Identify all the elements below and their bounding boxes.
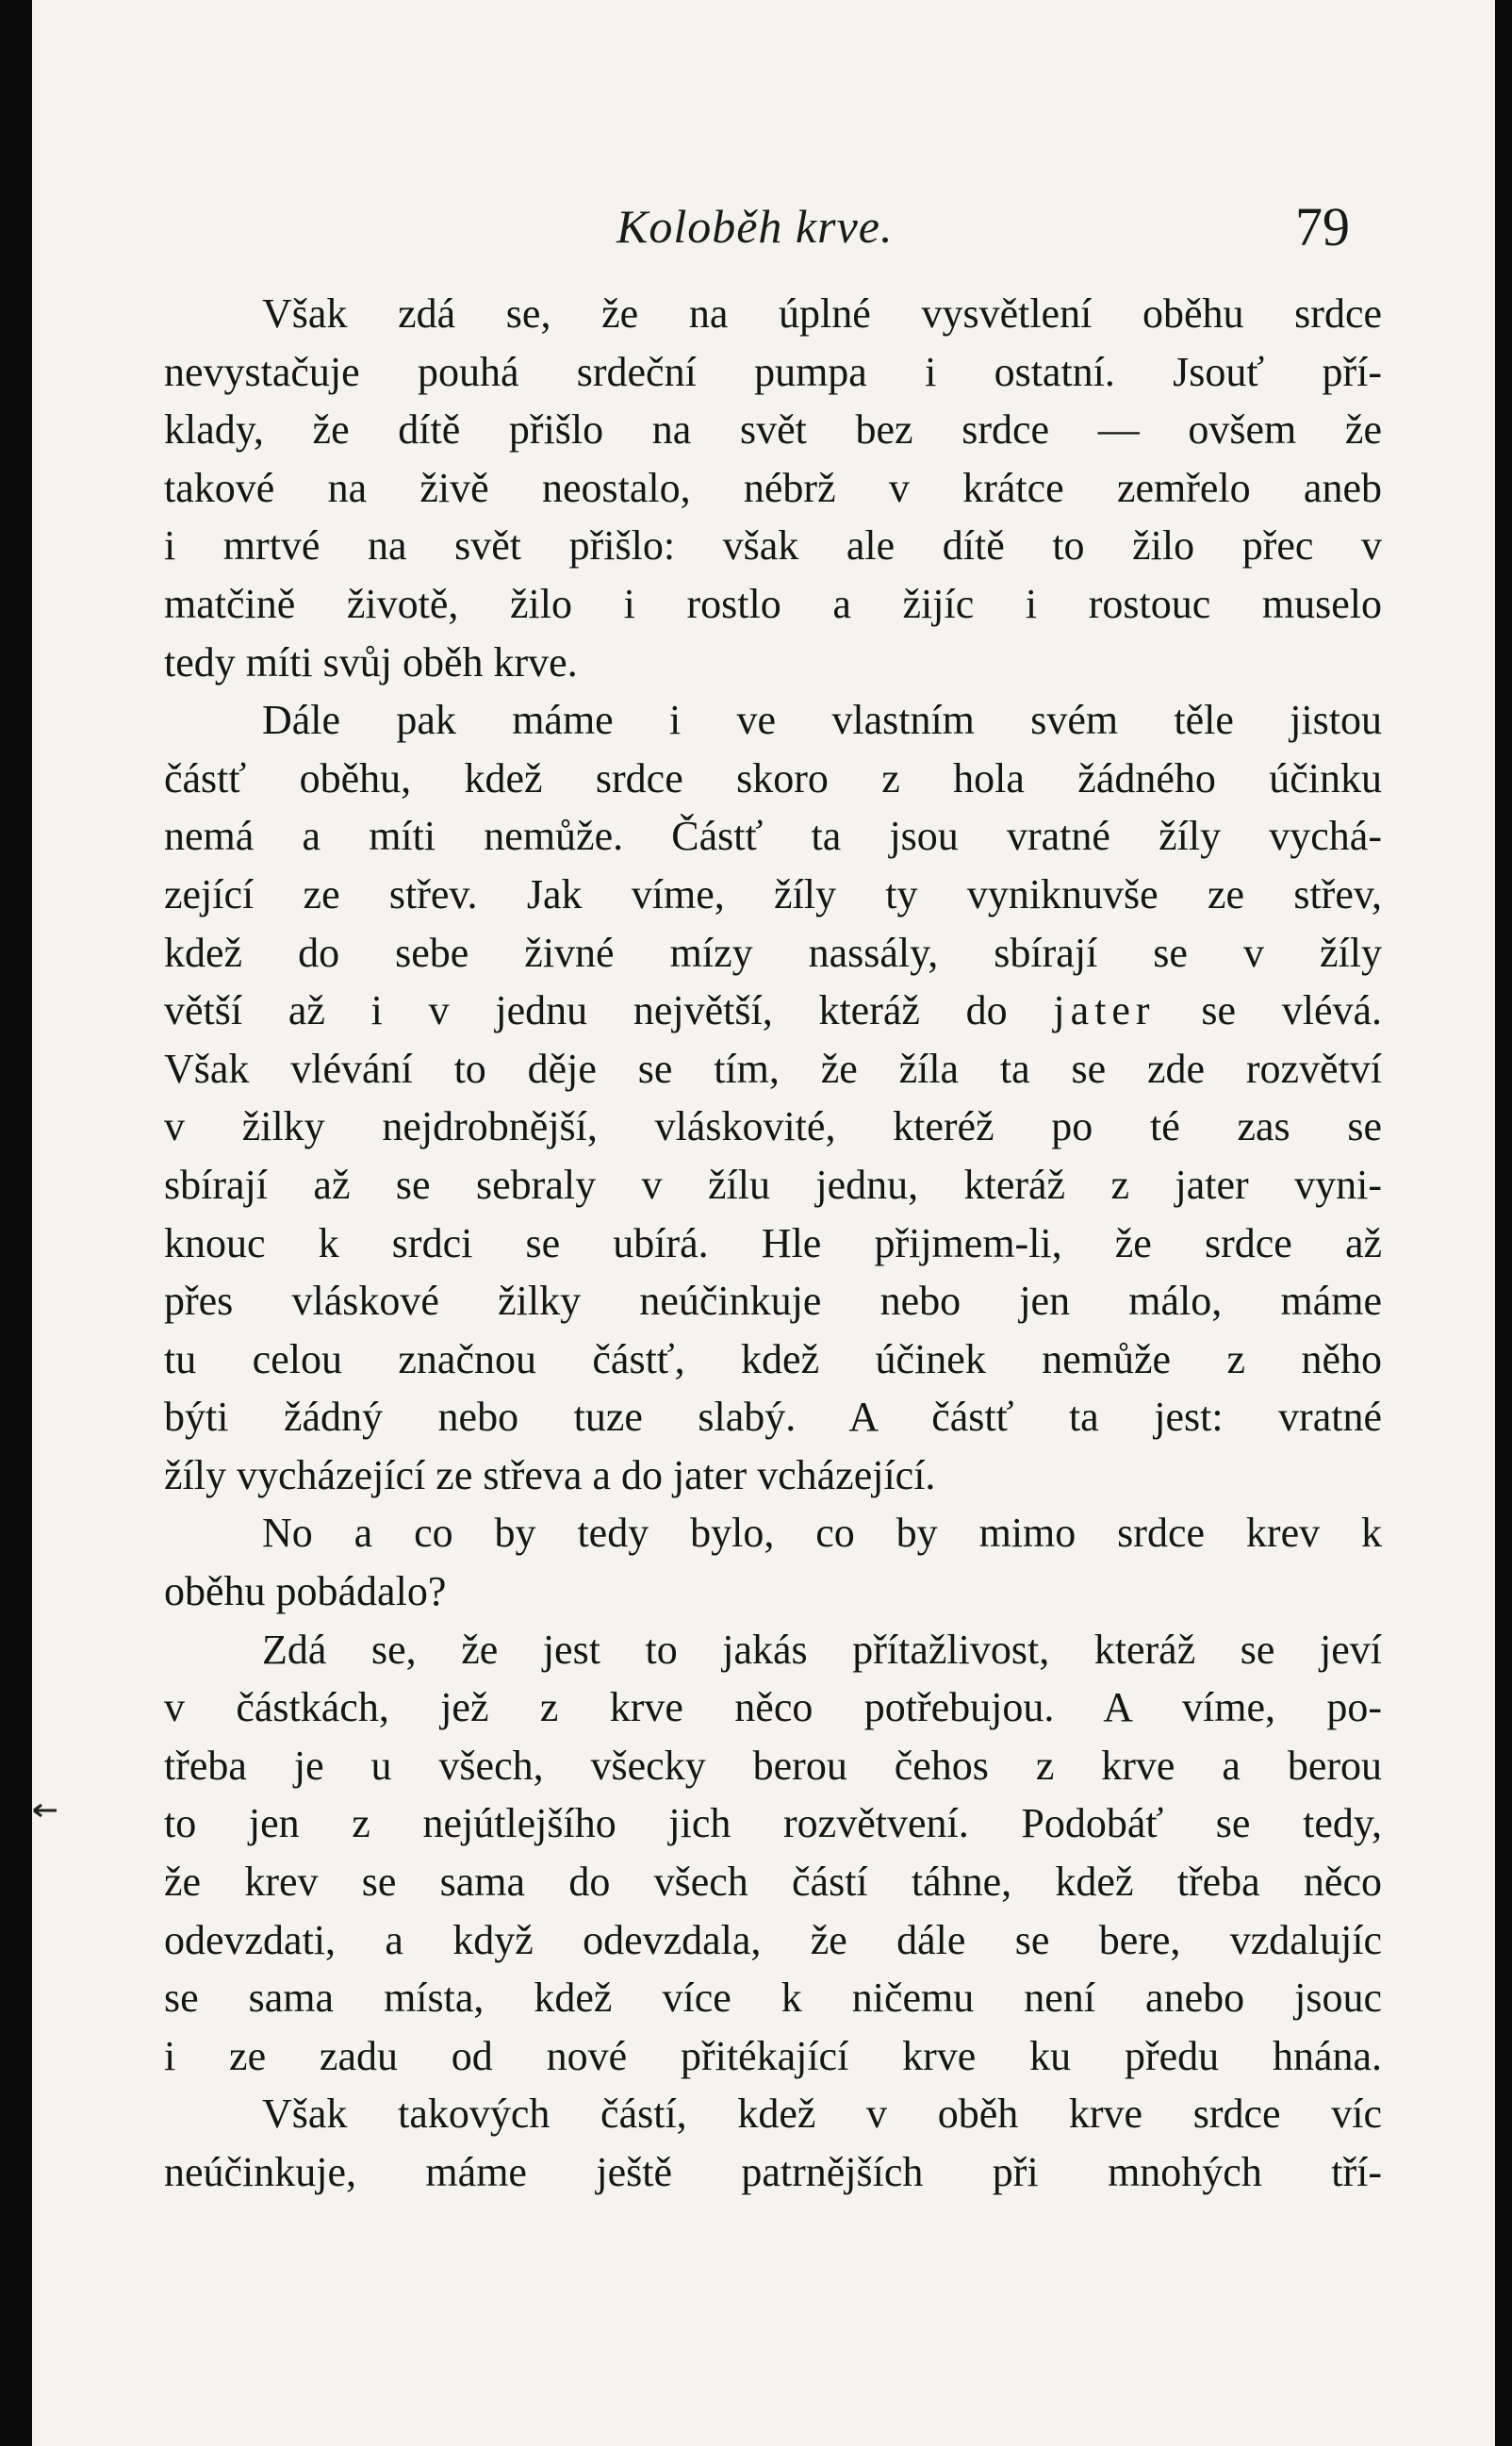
running-title: Koloběh krve. (616, 200, 894, 253)
text-line: Dále pak máme i ve vlastním svém těle jistou (262, 697, 1382, 744)
text-line: tu celou značnou částť, kdež účinek nemůže z něho (164, 1335, 1382, 1382)
scan-border-right (1495, 0, 1512, 2446)
text-line: No a co by tedy bylo, co by mimo srdce krev k (262, 1510, 1382, 1557)
text-line: takové na živě neostalo, nébrž v krátce zemřelo aneb (164, 464, 1382, 511)
text-line: to jen z nejútlejšího jich rozvětvení. Podobáť se tedy, (164, 1800, 1382, 1847)
book-page (32, 0, 1495, 2446)
text-line: kdež do sebe živné mízy nassály, sbírají se v žíly (164, 929, 1382, 976)
text-line: nemá a míti nemůže. Částť ta jsou vratné žíly vychá- (164, 813, 1382, 860)
text-line: tedy míti svůj oběh krve. (164, 638, 578, 686)
text-line: třeba je u všech, všecky berou čehos z krve a berou (164, 1742, 1382, 1789)
text-line: matčině životě, žilo i rostlo a žijíc i rostouc muselo (164, 580, 1382, 627)
text-line: v žilky nejdrobnější, vláskovité, kteréž po té zas se (164, 1103, 1382, 1150)
text-segment: větší až i v jednu největší, kteráž do (164, 987, 1054, 1034)
text-line: knouc k srdci se ubírá. Hle přijmem-li, že srdce až (164, 1219, 1382, 1266)
text-line: i mrtvé na svět přišlo: však ale dítě to žilo přec v (164, 522, 1382, 570)
text-line: přes vláskové žilky neúčinkuje nebo jen málo, máme (164, 1278, 1382, 1325)
text-line: Však vlévání to děje se tím, že žíla ta se zde rozvětví (164, 1045, 1382, 1092)
page-header (32, 184, 1495, 259)
text-line: odevzdati, a když odevzdala, že dále se bere, vzdalujíc (164, 1916, 1382, 1963)
text-line: sbírají až se sebraly v žílu jednu, kteráž z jater vyni- (164, 1161, 1382, 1208)
text-line: v částkách, jež z krve něco potřebujou. A víme, po- (164, 1684, 1382, 1731)
text-line: se sama místa, kdež více k ničemu není anebo jsouc (164, 1975, 1382, 2022)
text-line: žíly vycházející ze střeva a do jater vcházející. (164, 1451, 936, 1498)
text-line: nevystačuje pouhá srdeční pumpa i ostatní. Jsouť pří- (164, 348, 1382, 395)
text-line-spaced (164, 982, 1382, 1040)
text-line: i ze zadu od nové přitékající krve ku předu hnána. (164, 2032, 1382, 2079)
text-line: oběhu pobádalo? (164, 1568, 447, 1615)
arrow-mark-icon (32, 1796, 60, 1825)
body-text (164, 285, 1382, 2202)
text-line: neúčinkuje, máme ještě patrnějších při mnohých tří- (164, 2149, 1382, 2195)
text-segment: se vlévá. (1155, 987, 1382, 1034)
text-line: Zdá se, že jest to jakás přítažlivost, kteráž se jeví (262, 1626, 1382, 1673)
scan-border-left (0, 0, 32, 2446)
text-line: Však takových částí, kdež v oběh krve srdce víc (262, 2091, 1382, 2138)
page-number: 79 (1295, 196, 1350, 257)
text-line: klady, že dítě přišlo na svět bez srdce — ovšem že (164, 406, 1382, 454)
text-line: Však zdá se, že na úplné vysvětlení oběhu srdce (262, 290, 1382, 337)
spaced-word: jater (1053, 987, 1156, 1034)
text-line: býti žádný nebo tuze slabý. A částť ta jest: vratné (164, 1394, 1382, 1441)
text-line: že krev se sama do všech částí táhne, kdež třeba něco (164, 1859, 1382, 1906)
text-line: zející ze střev. Jak víme, žíly ty vyniknuvše ze střev, (164, 870, 1382, 917)
text-line: částť oběhu, kdež srdce skoro z hola žádného účinku (164, 754, 1382, 802)
